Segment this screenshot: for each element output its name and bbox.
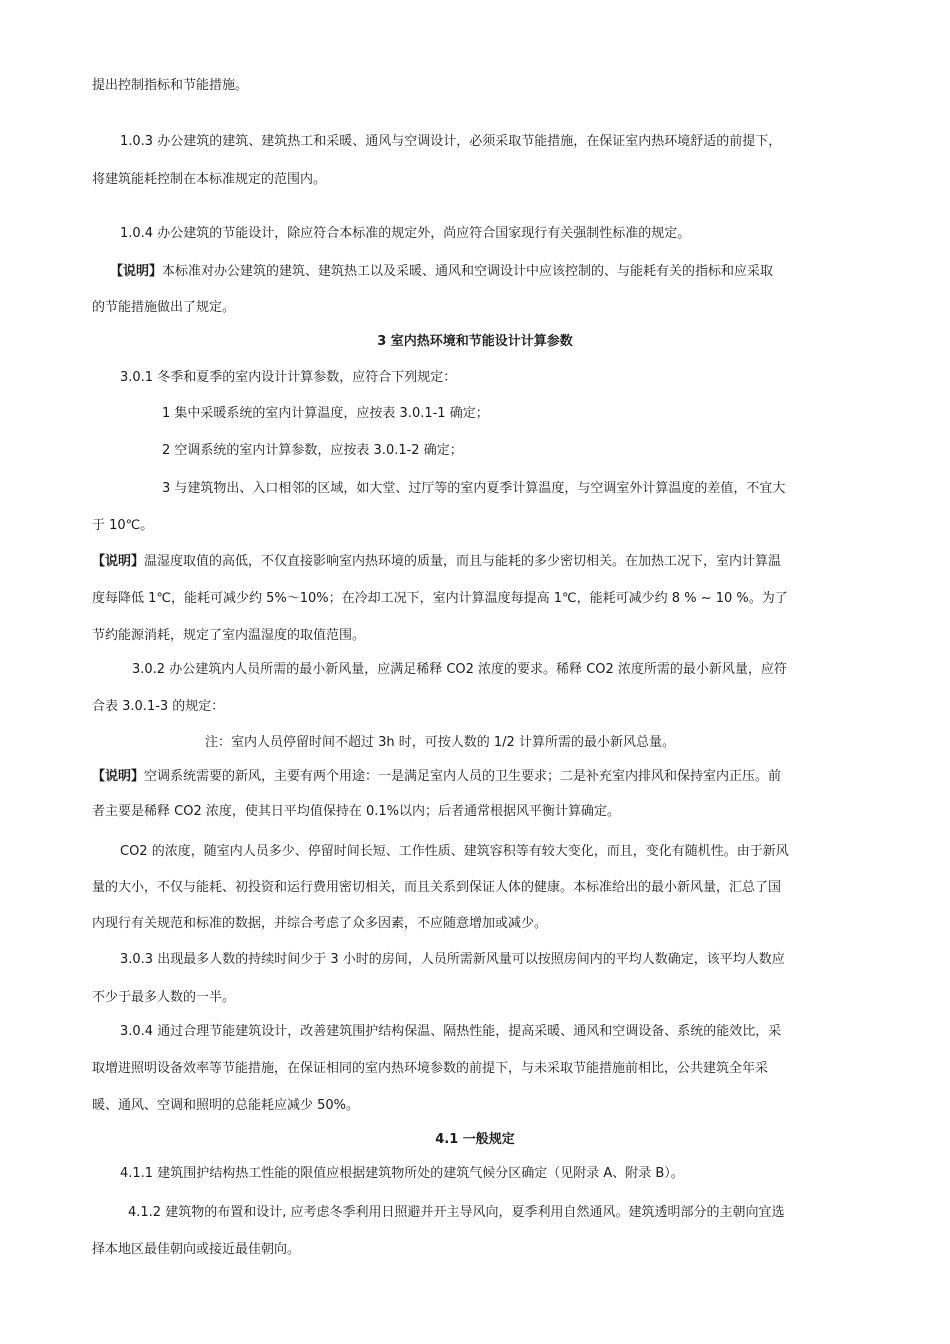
paragraph-line: 量的大小，不仅与能耗、初投资和运行费用密切相关，而且关系到保证人体的健康。本标准给出的最小新风量，汇总了国 <box>92 880 782 895</box>
clause-1-0-4: 1.0.4 办公建筑的节能设计，除应符合本标准的规定外，尚应符合国家现行有关强制性标准的规定。 <box>120 226 691 241</box>
section-heading-4-1: 4.1 一般规定 <box>435 1132 515 1147</box>
clause-4-1-1: 4.1.1 建筑围护结构热工性能的限值应根据建筑物所处的建筑气候分区确定（见附录 A、附录 B）。 <box>120 1166 684 1181</box>
paragraph-line: 度每降低 1℃，能耗可减少约 5%～10%；在冷却工况下，室内计算温度每提高 1℃，能耗可减少约 8 % ~ 10 %。为了 <box>92 591 788 606</box>
note-label: 【说明】 <box>92 554 145 569</box>
clause-3-0-2: 3.0.2 办公建筑内人员所需的最小新风量，应满足稀释 CO2 浓度的要求。稀释 CO2 浓度所需的最小新风量，应符 <box>132 662 787 677</box>
paragraph-line: 节约能源消耗，规定了室内温湿度的取值范围。 <box>92 628 366 643</box>
paragraph-line: 内现行有关规范和标准的数据，并综合考虑了众多因素，不应随意增加或减少。 <box>92 916 548 931</box>
section-heading-3: 3 室内热环境和节能设计计算参数 <box>377 334 573 349</box>
paragraph-line: 不少于最多人数的一半。 <box>92 990 236 1005</box>
note-paragraph <box>92 552 781 572</box>
note-text: 本标准对办公建筑的建筑、建筑热工以及采暖、通风和空调设计中应该控制的、与能耗有关的指标和应采取 <box>162 264 774 279</box>
note-label: 【说明】 <box>110 264 163 279</box>
clause-3-0-1: 3.0.1 冬季和夏季的室内设计计算参数，应符合下列规定： <box>120 370 457 385</box>
paragraph-line: 择本地区最佳朝向或接近最佳朝向。 <box>92 1242 301 1257</box>
note-paragraph <box>110 262 773 282</box>
list-item: 1 集中采暖系统的室内计算温度，应按表 3.0.1-1 确定； <box>162 406 489 421</box>
paragraph-line: 于 10℃。 <box>92 518 154 533</box>
paragraph-line: 提出控制指标和节能措施。 <box>92 78 249 93</box>
clause-3-0-4: 3.0.4 通过合理节能建筑设计，改善建筑围护结构保温、隔热性能，提高采暖、通风和空调设备、系统的能效比，采 <box>120 1024 782 1039</box>
clause-4-1-2: 4.1.2 建筑物的布置和设计, 应考虑冬季利用日照避并开主导风向，夏季利用自然通风。建筑透明部分的主朝向宜选 <box>128 1205 785 1220</box>
clause-1-0-3: 1.0.3 办公建筑的建筑、建筑热工和采暖、通风与空调设计，必须采取节能措施，在保证室内热环境舒适的前提下， <box>120 134 782 149</box>
list-item: 3 与建筑物出、入口相邻的区域，如大堂、过厅等的室内夏季计算温度，与空调室外计算温度的差值，不宜大 <box>162 481 786 496</box>
note-label: 【说明】 <box>92 769 145 784</box>
note-text: 温湿度取值的高低，不仅直接影响室内热环境的质量，而且与能耗的多少密切相关。在加热工况下，室内计算温 <box>144 554 782 569</box>
paragraph-line: 者主要是稀释 CO2 浓度，使其日平均值保持在 0.1%以内；后者通常根据风平衡计算确定。 <box>92 804 621 819</box>
note-paragraph <box>92 767 781 787</box>
table-footnote: 注：室内人员停留时间不超过 3h 时，可按人数的 1/2 计算所需的最小新风总量。 <box>205 735 675 750</box>
clause-3-0-3: 3.0.3 出现最多人数的持续时间少于 3 小时的房间，人员所需新风量可以按照房间内的平均人数确定，该平均人数应 <box>120 952 785 967</box>
paragraph-line: 的节能措施做出了规定。 <box>92 300 236 315</box>
paragraph-line: 取增进照明设备效率等节能措施，在保证相同的室内热环境参数的前提下，与未采取节能措施前相比，公共建筑全年采 <box>92 1061 769 1076</box>
list-item: 2 空调系统的室内计算参数，应按表 3.0.1-2 确定； <box>162 443 463 458</box>
paragraph-line: CO2 的浓度，随室内人员多少、停留时间长短、工作性质、建筑容积等有较大变化，而且，变化有随机性。由于新风 <box>120 844 789 859</box>
paragraph-line: 暖、通风、空调和照明的总能耗应减少 50%。 <box>92 1098 360 1113</box>
paragraph-line: 合表 3.0.1-3 的规定： <box>92 699 225 714</box>
note-text: 空调系统需要的新风，主要有两个用途：一是满足室内人员的卫生要求；二是补充室内排风和保持室内正压。前 <box>144 769 782 784</box>
paragraph-line: 将建筑能耗控制在本标准规定的范围内。 <box>92 172 327 187</box>
